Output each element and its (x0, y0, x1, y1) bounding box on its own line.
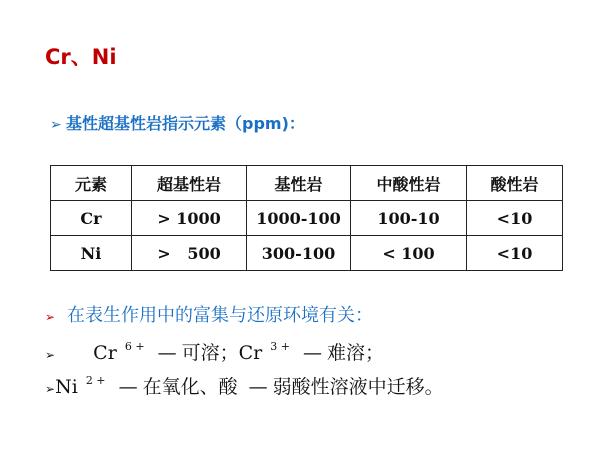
header-cell: 元素 (51, 166, 132, 201)
ni-charge: 2 + (85, 374, 106, 387)
table-cell: > 500 (132, 236, 247, 271)
note-line-1 (45, 301, 373, 327)
note-line-2 (45, 338, 384, 365)
insoluble-text: 难溶； (327, 342, 385, 364)
note-line-3 (45, 372, 444, 399)
table-cell: Cr (51, 201, 132, 236)
subtitle-text: 基性超基性岩指示元素（ppm)： (66, 114, 305, 133)
cr-symbol: Cr (238, 342, 263, 364)
dash: — (118, 376, 138, 398)
ni-symbol: Ni (55, 376, 78, 398)
migration-text-2: 弱酸性溶液中迁移。 (272, 376, 444, 398)
dash: — (303, 342, 323, 364)
table-header-row (51, 166, 563, 201)
table-cell: 1000-100 (247, 201, 351, 236)
dash: — (157, 342, 177, 364)
table-cell: <10 (467, 236, 563, 271)
table-cell: <10 (467, 201, 563, 236)
cr-charge: 3 + (270, 340, 290, 353)
arrow-bullet-icon: ➢ (45, 310, 56, 324)
soluble-text: 可溶； (181, 342, 239, 364)
header-cell: 中酸性岩 (351, 166, 467, 201)
cr-symbol: Cr (93, 342, 117, 364)
table-cell: > 1000 (132, 201, 247, 236)
slide-title: Cr、Ni (45, 45, 117, 69)
header-cell: 基性岩 (247, 166, 351, 201)
cr-charge: 6 + (124, 340, 145, 353)
header-cell: 超基性岩 (132, 166, 247, 201)
migration-text-1: 在氧化、酸 (142, 376, 238, 398)
note-line-1-text: 在表生作用中的富集与还原环境有关： (67, 305, 373, 326)
element-table (50, 165, 563, 271)
table-cell: < 100 (351, 236, 467, 271)
arrow-bullet-icon: ➢ (45, 348, 56, 362)
header-cell: 酸性岩 (467, 166, 563, 201)
table-row (51, 201, 563, 236)
table-cell: 100-10 (351, 201, 467, 236)
table-cell: Ni (51, 236, 132, 271)
arrow-bullet-icon: ➢ (50, 117, 62, 133)
subtitle (50, 111, 305, 134)
table-cell: 300-100 (247, 236, 351, 271)
dash: — (248, 376, 268, 398)
arrow-bullet-icon: ➢ (45, 382, 56, 396)
table-row (51, 236, 563, 271)
